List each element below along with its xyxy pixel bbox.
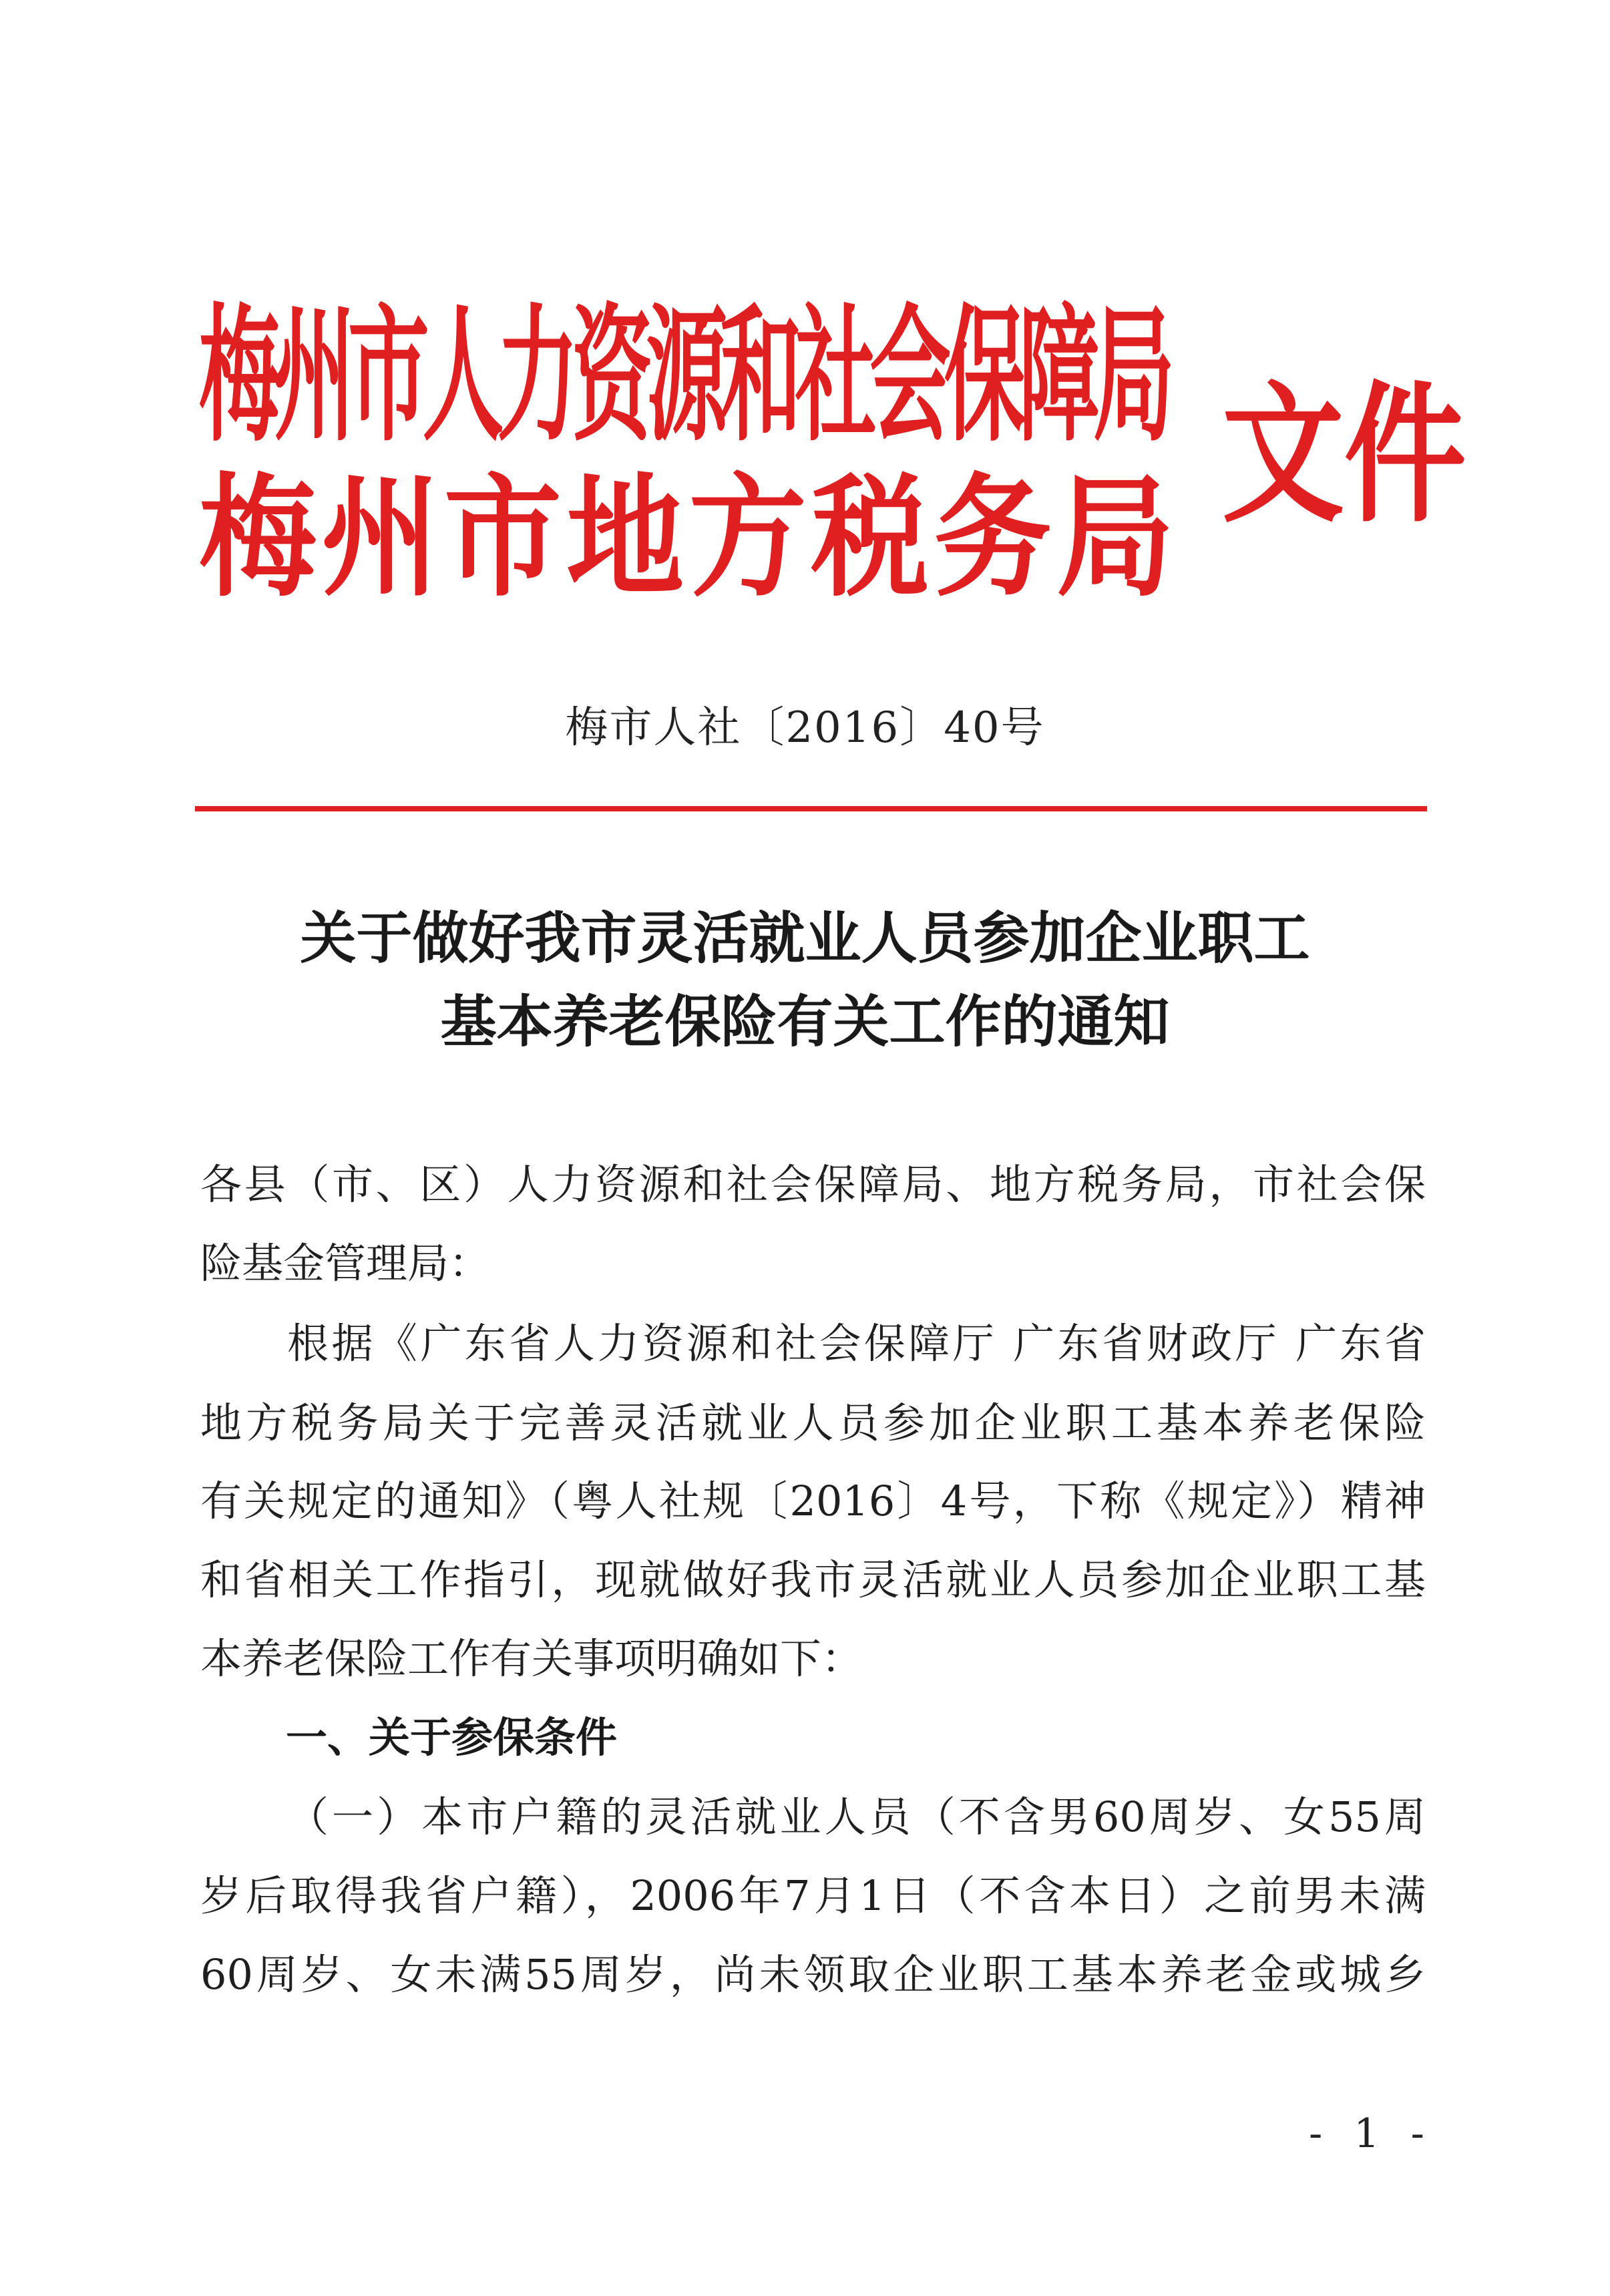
paragraph-line: 和省相关工作指引，现就做好我市灵活就业人员参加企业职工基 <box>200 1555 1426 1604</box>
paragraph-line: 60周岁、女未满55周岁，尚未领取企业职工基本养老金或城乡 <box>200 1950 1426 1999</box>
document-number: 梅市人社〔2016〕40号 <box>565 703 1045 753</box>
agency-line2-char: 市 <box>443 459 562 615</box>
document-title-line2: 基本养老保险有关工作的通知 <box>440 988 1170 1055</box>
document-type-label: 文件 <box>1222 365 1466 544</box>
agency-line2-char: 方 <box>688 459 807 615</box>
addressee-line: 险基金管理局： <box>200 1239 491 1288</box>
page-number: - 1 - <box>1309 2110 1434 2157</box>
paragraph-line: 岁后取得我省户籍），2006年7月1日（不含本日）之前男未满 <box>200 1871 1426 1920</box>
paragraph-line: 地方税务局关于完善灵活就业人员参加企业职工基本养老保险 <box>200 1398 1426 1447</box>
red-divider <box>195 806 1427 811</box>
agency-line2-char: 务 <box>934 459 1052 615</box>
agency-line2-char: 梅 <box>199 459 317 615</box>
paragraph-line: 根据《广东省人力资源和社会保障厅 广东省财政厅 广东省 <box>287 1319 1426 1368</box>
agency-line2-char: 局 <box>1056 459 1174 615</box>
agency-line2-char: 州 <box>321 459 439 615</box>
agency-name-line1: 梅州市人力资源和社会保障局 <box>199 289 1168 462</box>
addressee-line: 各县（市、区）人力资源和社会保障局、地方税务局，市社会保 <box>200 1160 1426 1209</box>
section-heading: 一、关于参保条件 <box>286 1713 618 1762</box>
agency-line2-char: 税 <box>811 459 930 615</box>
agency-line2-char: 地 <box>566 459 684 615</box>
paragraph-line: 本养老保险工作有关事项明确如下： <box>200 1634 863 1683</box>
paragraph-line: 有关规定的通知》（粤人社规〔2016〕4号，下称《规定》）精神 <box>200 1477 1426 1525</box>
paragraph-line: （一）本市户籍的灵活就业人员（不含男60周岁、女55周 <box>287 1792 1426 1841</box>
agency-name-line2 <box>199 459 1174 615</box>
document-title-line1: 关于做好我市灵活就业人员参加企业职工 <box>300 905 1310 971</box>
